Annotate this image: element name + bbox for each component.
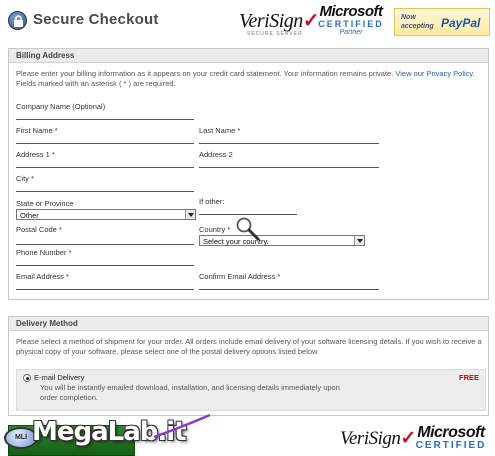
delivery-section [8, 316, 489, 416]
last-name-label: Last Name * [199, 126, 241, 135]
email-delivery-price: FREE [458, 373, 479, 382]
microsoft-partner-logo [312, 3, 390, 41]
phone-label: Phone Number * [16, 248, 72, 257]
megalab-watermark [2, 413, 212, 453]
microsoft-brand: Microsoft [319, 3, 383, 20]
confirm-email-field[interactable] [199, 272, 379, 290]
microsoft-partner: Partner [339, 29, 363, 36]
state-select[interactable] [16, 209, 196, 220]
first-name-label: First Name * [16, 126, 58, 135]
verisign-brand: VeriSign [239, 10, 303, 32]
if-other-label: If other: [199, 197, 225, 206]
if-other-input[interactable] [199, 206, 297, 215]
city-input[interactable] [16, 183, 194, 192]
delivery-heading: Delivery Method [9, 317, 488, 331]
confirm-email-input[interactable] [199, 281, 379, 290]
page-title: Secure Checkout [33, 11, 159, 28]
paypal-brand: PayPal [441, 16, 481, 30]
postal-label: Postal Code * [16, 225, 62, 234]
billing-heading: Billing Address [9, 49, 488, 63]
chevron-down-icon[interactable] [354, 236, 364, 245]
microsoft-footer-logo [410, 424, 492, 451]
state-field [16, 199, 194, 208]
phone-field[interactable] [16, 248, 194, 266]
address2-field[interactable] [199, 150, 379, 168]
first-name-input[interactable] [16, 135, 194, 144]
email-input[interactable] [16, 281, 194, 290]
address1-field[interactable] [16, 150, 194, 168]
chevron-down-icon[interactable] [185, 210, 195, 219]
email-delivery-desc: You will be instantly emailed download, installation, and licensing details immediately upon order completion. [40, 383, 340, 402]
country-label: Country * [199, 225, 231, 234]
state-value: Other [20, 211, 39, 220]
magnifier-icon [235, 216, 261, 242]
checkout-header [0, 0, 495, 44]
billing-intro [16, 69, 482, 88]
billing-intro-text: Please enter your billing information as it appears on your credit card statement. Your information remains private. [16, 69, 394, 78]
address1-label: Address 1 * [16, 150, 55, 159]
postal-input[interactable] [16, 234, 194, 245]
paypal-now: Now [401, 14, 416, 21]
microsoft-certified: CERTIFIED [318, 19, 384, 29]
lock-icon [8, 11, 27, 30]
email-delivery-radio[interactable] [23, 374, 31, 382]
verisign-footer-logo [340, 427, 416, 455]
confirm-email-label: Confirm Email Address * [199, 272, 281, 281]
phone-input[interactable] [16, 257, 194, 266]
country-select[interactable] [199, 235, 365, 246]
state-label: State or Province [16, 199, 74, 208]
mli-badge: MLI [4, 427, 38, 449]
company-input[interactable] [16, 111, 194, 120]
email-delivery-label: E-mail Delivery [34, 373, 85, 382]
microsoft-footer-brand: Microsoft [417, 424, 485, 441]
paypal-badge [394, 8, 490, 36]
company-label: Company Name (Optional) [16, 102, 106, 111]
if-other-field[interactable] [199, 197, 297, 215]
check-icon: ✓ [400, 428, 416, 449]
microsoft-footer-certified: CERTIFIED [415, 440, 487, 451]
billing-section [8, 48, 489, 300]
postal-field[interactable] [16, 225, 194, 245]
watermark-text: MegaLab.it [32, 417, 186, 447]
verisign-sub: SECURE SERVER [247, 31, 303, 37]
verisign-logo [239, 8, 320, 42]
address2-input[interactable] [199, 159, 379, 168]
first-name-field[interactable] [16, 126, 194, 144]
delivery-intro: Please select a method of shipment for your order. All orders include email delivery of your software licensing details. If you wish to receive a physical copy of your software, please select one of the postal delivery options listed below. [16, 337, 482, 356]
verisign-footer-brand: VeriSign [340, 428, 401, 449]
privacy-policy-link[interactable]: View our Privacy Policy. [395, 69, 475, 78]
address2-label: Address 2 [199, 150, 233, 159]
last-name-input[interactable] [199, 135, 379, 144]
city-field[interactable] [16, 174, 194, 192]
city-label: City * [16, 174, 34, 183]
country-value: Select your country. [203, 237, 269, 246]
address1-input[interactable] [16, 159, 194, 168]
check-icon: ✓ [302, 10, 320, 32]
billing-intro-required: Fields marked with an asterisk ( * ) are required. [16, 78, 176, 88]
email-label: Email Address * [16, 272, 69, 281]
company-field[interactable] [16, 102, 194, 120]
email-field[interactable] [16, 272, 194, 290]
last-name-field[interactable] [199, 126, 379, 144]
swoosh-icon [152, 413, 212, 439]
email-delivery-option[interactable] [16, 369, 486, 411]
paypal-accepting: accepting [401, 23, 434, 30]
